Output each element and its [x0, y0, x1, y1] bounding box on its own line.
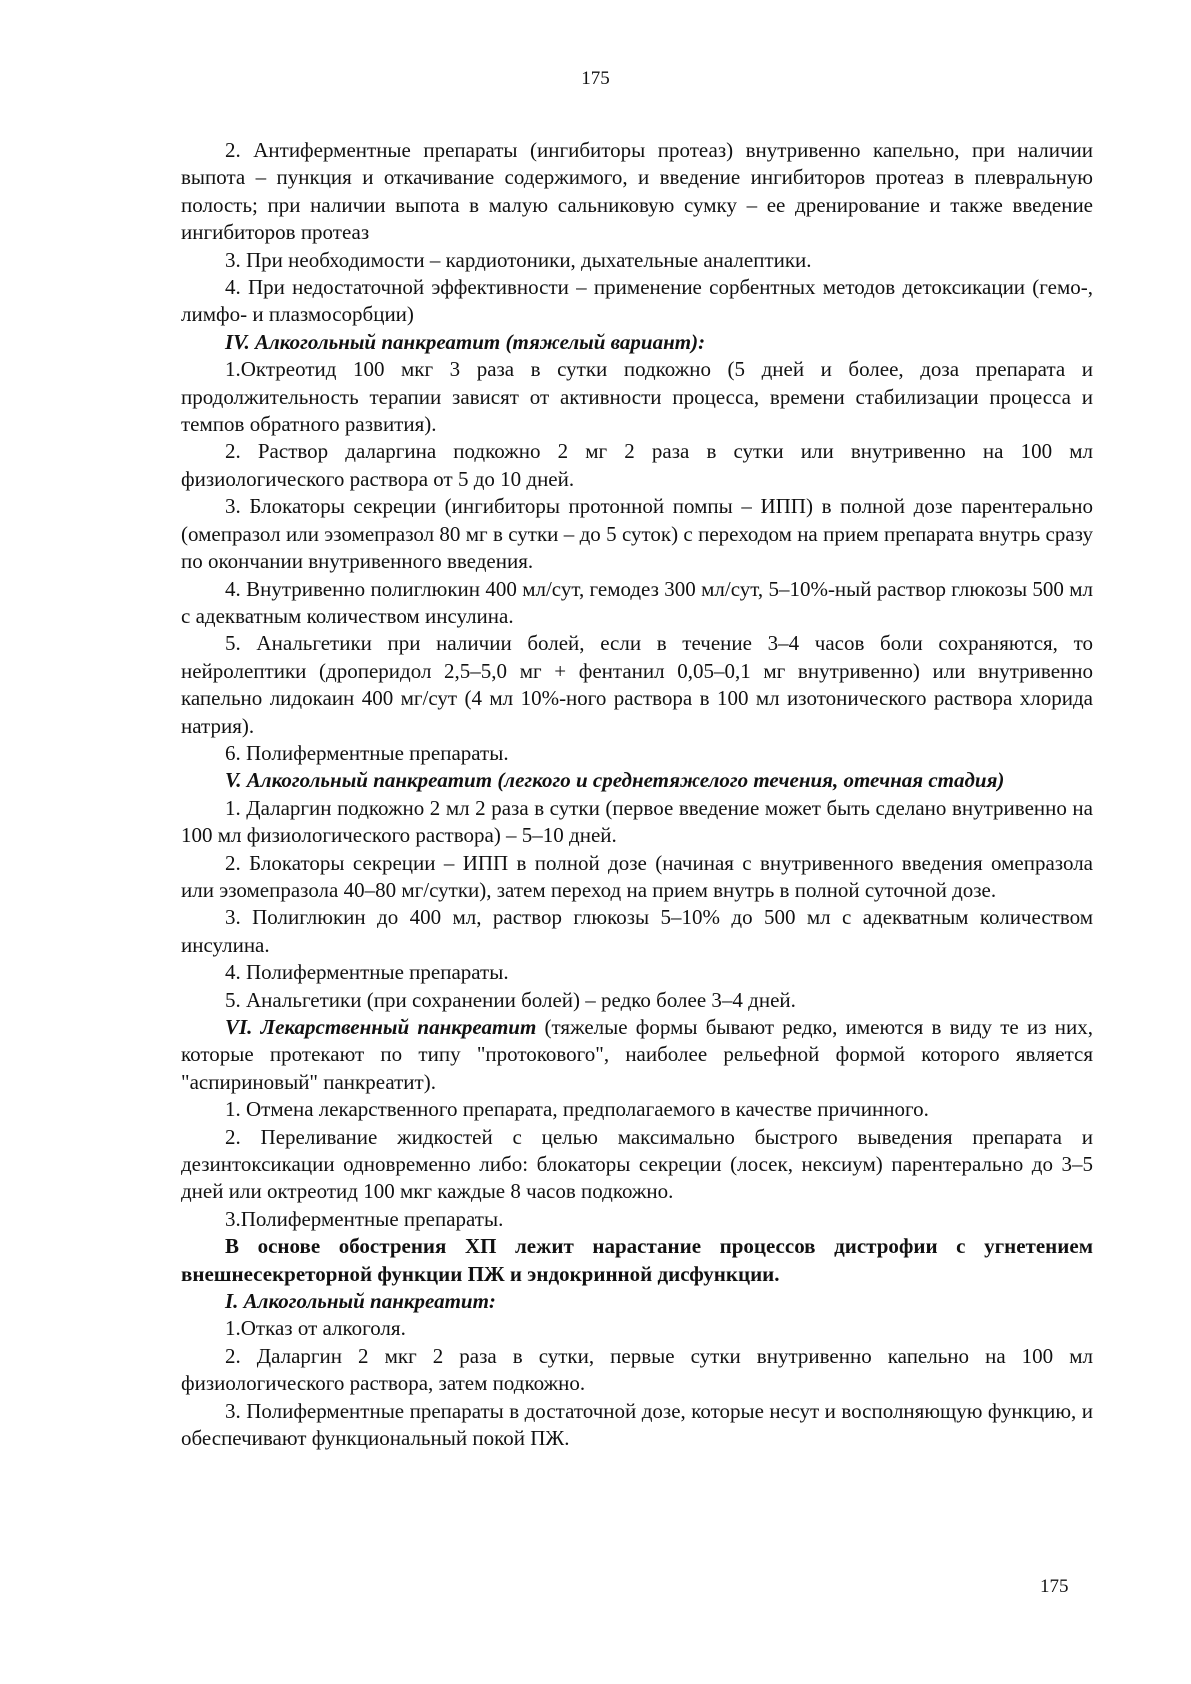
paragraph: 5. Анальгетики при наличии болей, если в течение 3–4 часов боли сохраняются, то нейролептики (дроперидол 2,5–5,0 мг + фентанил 0,05–0,1 мг внутривенно) или внутривенно капельно лидокаин 400 мг/сут (4 мл 10%-ного раствора в 100 мл изотонического раствора хлорида натрия). — [181, 631, 1093, 738]
paragraph: 4. Полиферментные препараты. — [225, 960, 509, 985]
paragraph: 2. Переливание жидкостей с целью максимально быстрого выведения препарата и дезинтоксикации одновременно либо: блокаторы секреции (лосек, нексиум) парентерально до 3–5 дней или октреотид 100 мкг каждые 8 часов подкожно. — [181, 1124, 1093, 1204]
paragraph: 1.Отказ от алкоголя. — [225, 1316, 406, 1341]
paragraph: 1.Октреотид 100 мкг 3 раза в сутки подкожно (5 дней и более, доза препарата и продолжительность терапии зависят от активности процесса, времени стабилизации процесса и темпов обратного развития). — [181, 357, 1093, 437]
paragraph: 1. Даларгин подкожно 2 мл 2 раза в сутки (первое введение может быть сделано внутривенно на 100 мл физиологического раствора) – 5–10 дней. — [181, 795, 1093, 848]
document-body — [181, 137, 1093, 1453]
paragraph: 4. При недостаточной эффективности – применение сорбентных методов детоксикации (гемо-, лимфо- и плазмосорбции) — [181, 275, 1093, 327]
paragraph: 3.Полиферментные препараты. — [225, 1206, 504, 1231]
paragraph: 2. Даларгин 2 мкг 2 раза в сутки, первые сутки внутривенно капельно на 100 мл физиологического раствора, затем подкожно. — [181, 1343, 1093, 1396]
paragraph: 3. При необходимости – кардиотоники, дыхательные аналептики. — [225, 247, 812, 272]
paragraph: 2. Раствор даларгина подкожно 2 мг 2 раза в сутки или внутривенно на 100 мл физиологического раствора от 5 до 10 дней. — [181, 439, 1093, 491]
paragraph-text: (тяжелые формы бывают редко, имеются в виду те из них, которые протекают по типу "протокового", наиболее рельефной формой которого является "аспириновый" панкреатит). — [181, 1015, 1093, 1094]
paragraph: 6. Полиферментные препараты. — [225, 740, 509, 765]
paragraph: 5. Анальгетики (при сохранении болей) – редко более 3–4 дней. — [225, 987, 796, 1012]
section-heading-inline: VI. Лекарственный панкреатит — [225, 1015, 537, 1039]
page-number-bottom: 175 — [1040, 1576, 1069, 1597]
section-heading: V. Алкогольный панкреатит (легкого и среднетяжелого течения, отечная стадия) — [225, 768, 1005, 793]
paragraph: 3. Полиферментные препараты в достаточной дозе, которые несут и восполняющую функцию, и обеспечивают функциональный покой ПЖ. — [181, 1398, 1093, 1451]
paragraph: 2. Антиферментные препараты (ингибиторы протеаз) внутривенно капельно, при наличии выпота – пункция и откачивание содержимого, и введение ингибиторов протеаз в плевральную полость; при наличии выпота в малую сальниковую сумку – ее дренирование и также введение ингибиторов протеаз — [181, 138, 1093, 245]
paragraph: 3. Полиглюкин до 400 мл, раствор глюкозы 5–10% до 500 мл с адекватным количеством инсулина. — [181, 905, 1093, 957]
bold-statement: В основе обострения ХП лежит нарастание процессов дистрофии с угнетением внешнесекреторной функции ПЖ и эндокринной дисфункции. — [181, 1234, 1093, 1286]
paragraph: 3. Блокаторы секреции (ингибиторы протонной помпы – ИПП) в полной дозе парентерально (омепразол или эзомепразол 80 мг в сутки – до 5 суток) с переходом на прием препарата внутрь сразу по окончании внутривенного введения. — [181, 494, 1093, 574]
section-heading: IV. Алкогольный панкреатит (тяжелый вариант): — [225, 329, 706, 354]
paragraph: 1. Отмена лекарственного препарата, предполагаемого в качестве причинного. — [225, 1097, 929, 1122]
paragraph: 2. Блокаторы секреции – ИПП в полной дозе (начиная с внутривенного введения омепразола или эзомепразола 40–80 мг/сутки), затем переход на прием внутрь в полной суточной дозе. — [181, 850, 1093, 902]
paragraph: 4. Внутривенно полиглюкин 400 мл/сут, гемодез 300 мл/сут, 5–10%-ный раствор глюкозы 500 мл с адекватным количеством инсулина. — [181, 576, 1093, 628]
page-number-top: 175 — [581, 68, 610, 89]
paragraph — [181, 1014, 1093, 1096]
section-heading: I. Алкогольный панкреатит: — [225, 1289, 496, 1314]
